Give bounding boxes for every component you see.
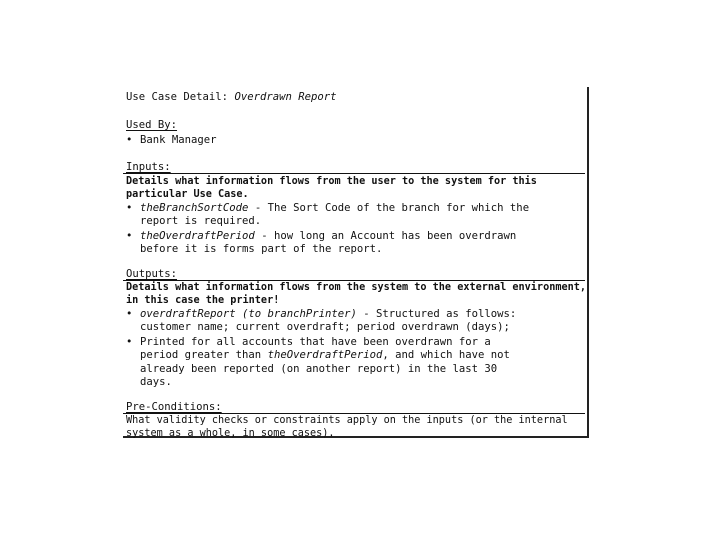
preconditions-description-line2: system as a whole, in some cases). <box>126 428 335 439</box>
output-text-cont: already been reported (on another report) in the last 30 <box>140 363 498 375</box>
inputs-description-line1: Details what information flows from the user to the system for this <box>126 176 537 187</box>
use-case-name: Overdrawn Report <box>234 91 337 103</box>
output-text-cont: customer name; current overdraft; period overdrawn (days); <box>140 321 510 333</box>
inputs-heading: Inputs: <box>126 161 171 173</box>
inputs-description-line2: particular Use Case. <box>126 189 249 200</box>
output-text: - Structured as follows: <box>356 308 517 320</box>
bullet-icon: • <box>126 336 133 348</box>
output-item <box>126 308 516 322</box>
title-label: Use Case Detail: <box>126 91 229 103</box>
use-case-document <box>123 87 589 438</box>
input-item <box>126 230 516 244</box>
outputs-description-line2: in this case the printer! <box>126 295 280 306</box>
input-item <box>126 202 529 216</box>
outputs-description-line1: Details what information flows from the system to the external environment, <box>126 282 587 293</box>
bullet-icon: • <box>126 202 133 214</box>
preconditions-description-line1: What validity checks or constraints apply on the inputs (or the internal <box>126 415 568 426</box>
used-by-item-label: Bank Manager <box>140 134 217 146</box>
output-text: Printed for all accounts that have been overdrawn for a <box>140 336 491 348</box>
bullet-icon: • <box>126 308 133 320</box>
output-term: theOverdraftPeriod <box>267 349 383 361</box>
use-case-title <box>126 91 337 105</box>
input-text: - The Sort Code of the branch for which the <box>248 202 530 214</box>
output-text-cont: days. <box>140 376 172 388</box>
bullet-icon: • <box>126 134 133 146</box>
outputs-heading: Outputs: <box>126 268 178 280</box>
inputs-divider <box>123 173 585 174</box>
used-by-item <box>126 134 217 148</box>
input-text-cont: before it is forms part of the report. <box>140 243 383 255</box>
output-text: period greater than <box>140 349 268 361</box>
output-term: overdraftReport (to branchPrinter) <box>140 308 357 320</box>
input-text: - how long an Account has been overdrawn <box>254 230 517 242</box>
preconditions-heading: Pre-Conditions: <box>126 401 222 413</box>
output-text-cont <box>126 349 510 363</box>
output-item <box>126 336 491 350</box>
bullet-icon: • <box>126 230 133 242</box>
output-text: , and which have not <box>382 349 510 361</box>
input-term: theBranchSortCode <box>140 202 249 214</box>
used-by-heading: Used By: <box>126 119 178 131</box>
input-text-cont: report is required. <box>140 215 262 227</box>
input-term: theOverdraftPeriod <box>140 230 255 242</box>
